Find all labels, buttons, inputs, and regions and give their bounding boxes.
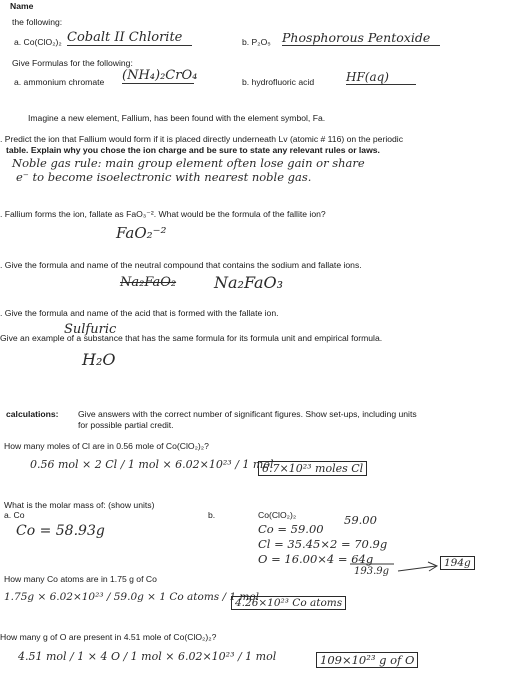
item-b-formula: b. P₂O₅ <box>242 37 271 47</box>
calc-q2b-right1: 59.00 <box>344 513 377 527</box>
formulas-instruction: Give Formulas for the following: <box>12 58 133 68</box>
q1-line1: . Predict the ion that Fallium would form if it is placed directly underneath Lv (atomic # 116) on the periodic <box>0 134 403 144</box>
calc-q2b-answer: 194g <box>440 556 475 570</box>
calc-q3-question: How many Co atoms are in 1.75 g of Co <box>4 574 157 584</box>
item-b-answer: Phosphorous Pentoxide <box>282 30 440 46</box>
item-a-answer: Cobalt II Chlorite <box>67 30 192 46</box>
calc-q1-question: How many moles of Cl are in 0.56 mole of Co(ClO₂)₂? <box>4 441 209 451</box>
calc-q2b-label: b. <box>208 510 216 520</box>
q4-question: . Give the formula and name of the acid that is formed with the fallate ion. <box>0 308 279 318</box>
item-d-answer: HF(aq) <box>346 70 416 85</box>
calc-q2b-line2: Cl = 35.45×2 = 70.9g <box>258 537 388 551</box>
q3-answer: Na₂FaO₃ <box>214 273 284 292</box>
item-c-answer: (NH₄)₂CrO₄ <box>122 68 198 83</box>
calc-q2b-line3: O = 16.00×4 = 64g <box>258 552 374 566</box>
calc-q4-work: 4.51 mol / 1 × 4 O / 1 mol × 6.02×10²³ / 1 mol <box>18 650 277 663</box>
q3-question: . Give the formula and name of the neutral compound that contains the sodium and fallate ions. <box>0 260 362 270</box>
q5-answer: H₂O <box>82 350 116 369</box>
naming-instruction: the following: <box>12 17 63 27</box>
q1-answer-line2: e⁻ to become isoelectronic with nearest noble gas. <box>16 170 312 184</box>
q2-question: . Fallium forms the ion, fallate as FaO₃⁻². What would be the formula of the fallite ion? <box>0 209 326 219</box>
q3-crossed: Na₂FaO₂ <box>120 275 177 290</box>
calc-q3-work: 1.75g × 6.02×10²³ / 59.0g × 1 Co atoms / 1 mol <box>4 591 260 603</box>
calc-q1-work: 0.56 mol × 2 Cl / 1 mol × 6.02×10²³ / 1 mol <box>30 458 274 471</box>
calc-q2a-answer: Co = 58.93g <box>16 523 105 539</box>
q1-answer-line1: Noble gas rule: main group element often lose gain or share <box>12 156 365 170</box>
calc-q2-question: What is the molar mass of: (show units) <box>4 500 155 510</box>
item-c-name: a. ammonium chromate <box>14 77 105 87</box>
calc-q4-answer: 109×10²³ g of O <box>316 652 418 668</box>
q2-answer: FaO₂⁻² <box>116 224 167 242</box>
q1-line2: table. Explain why you chose the ion charge and be sure to state any relevant rules or laws. <box>6 145 380 155</box>
calc-q4-question: How many g of O are present in 4.51 mole of Co(ClO₂)₂? <box>0 632 217 642</box>
q5-question: Give an example of a substance that has the same formula for its formula unit and empirical formula. <box>0 333 383 343</box>
calc-instruction-1: Give answers with the correct number of significant figures. Show set-ups, including units <box>78 409 417 419</box>
calc-q2b-formula: Co(ClO₂)₂ <box>258 510 297 520</box>
calc-q2b-line1: Co = 59.00 <box>258 522 324 536</box>
item-d-name: b. hydrofluoric acid <box>242 77 315 87</box>
calc-instruction-2: for possible partial credit. <box>78 420 174 430</box>
fallium-intro: Imagine a new element, Fallium, has been found with the element symbol, Fa. <box>28 113 326 123</box>
calc-q2a-label: a. Co <box>4 510 25 520</box>
calc-q1-answer: 6.7×10²³ moles Cl <box>258 461 367 476</box>
q4-answer: Sulfuric <box>64 322 117 337</box>
calc-q3-answer: 4.26×10²³ Co atoms <box>231 596 346 610</box>
calc-q2b-sum: 193.9g <box>354 566 390 577</box>
name-label: Name <box>10 1 34 11</box>
calc-heading: calculations: <box>6 409 59 419</box>
item-a-formula: a. Co(ClO₂)₂ <box>14 37 62 47</box>
